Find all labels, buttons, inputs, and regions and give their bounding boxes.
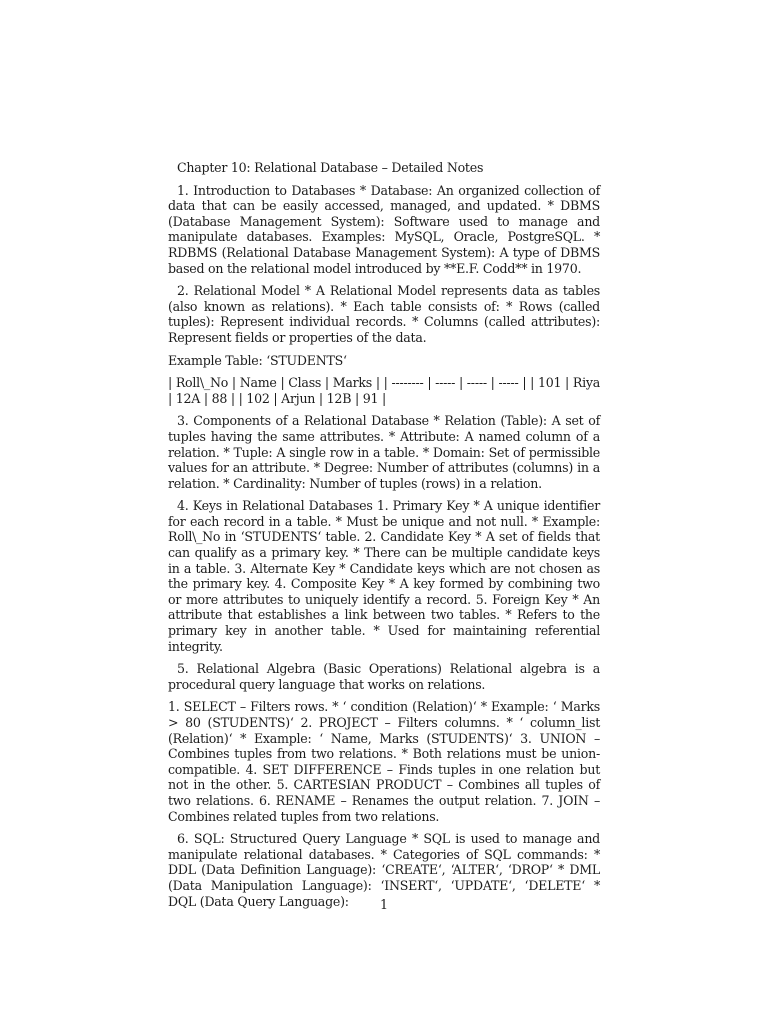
- example-table-caption: Example Table: ‘STUDENTS‘: [168, 352, 347, 368]
- section-relational-algebra: 5. Relational Algebra (Basic Operations) Relational algebra is a procedural query language that works on relations.: [168, 661, 600, 692]
- section-components: 3. Components of a Relational Database * Relation (Table): A set of tuples having the same attributes. * Attribute: A named column of a relation. * Tuple: A single row in a table. * Domain: Set of permissible values for an attribute. * Degree: Number of attributes (columns) in a relation. * Cardinality: Number of tuples (rows) in a relation.: [168, 413, 600, 491]
- chapter-title: Chapter 10: Relational Database – Detailed Notes: [177, 160, 484, 175]
- page-number: 1: [379, 897, 388, 912]
- example-table-text: | Roll\_No | Name | Class | Marks | | -------- | ----- | ----- | ----- | | 101 | Riya | 12A | 88 | | 102 | Arjun | 12B | 91 |: [168, 375, 600, 406]
- section-relational-model: 2. Relational Model * A Relational Model represents data as tables (also known as relations). * Each table consists of: * Rows (called tuples): Represent individual records. * Columns (called attributes): Represent fields or properties of the data.: [168, 283, 600, 345]
- relational-algebra-operations: 1. SELECT – Filters rows. * ‘ condition (Relation)‘ * Example: ‘ Marks > 80 (STUDENTS)‘ 2. PROJECT – Filters columns. * ‘ column_list (Relation)‘ * Example: ‘ Name, Marks (STUDENTS)‘ 3. UNION – Combines tuples from two relations. * Both relations must be union-compatible. 4. SET DIFFERENCE – Finds tuples in one relation but not in the other. 5. CARTESIAN PRODUCT – Combines all tuples of two relations. 6. RENAME – Renames the output relation. 7. JOIN – Combines related tuples from two relations.: [168, 699, 600, 824]
- section-sql: 6. SQL: Structured Query Language * SQL is used to manage and manipulate relational databases. * Categories of SQL commands: * DDL (Data Definition Language): ‘CREATE‘, ‘ALTER‘, ‘DROP‘ * DML (Data Manipulation Language): ‘INSERT‘, ‘UPDATE‘, ‘DELETE‘ * DQL (Data Query Language):: [168, 831, 600, 909]
- section-keys: 4. Keys in Relational Databases 1. Primary Key * A unique identifier for each record in a table. * Must be unique and not null. * Example: Roll\_No in ‘STUDENTS‘ table. 2. Candidate Key * A set of fields that can qualify as a primary key. * There can be multiple candidate keys in a table. 3. Alternate Key * Candidate keys which are not chosen as the primary key. 4. Composite Key * A key formed by combining two or more attributes to uniquely identify a record. 5. Foreign Key * An attribute that establishes a link between two tables. * Refers to the primary key in another table. * Used for maintaining referential integrity.: [168, 498, 600, 654]
- page-body: [168, 160, 600, 916]
- section-introduction: 1. Introduction to Databases * Database: An organized collection of data that can be easily accessed, managed, and updated. * DBMS (Database Management System): Software used to manage and manipulate databases. Examples: MySQL, Oracle, PostgreSQL. * RDBMS (Relational Database Management System): A type of DBMS based on the relational model introduced by **E.F. Codd** in 1970.: [168, 182, 600, 276]
